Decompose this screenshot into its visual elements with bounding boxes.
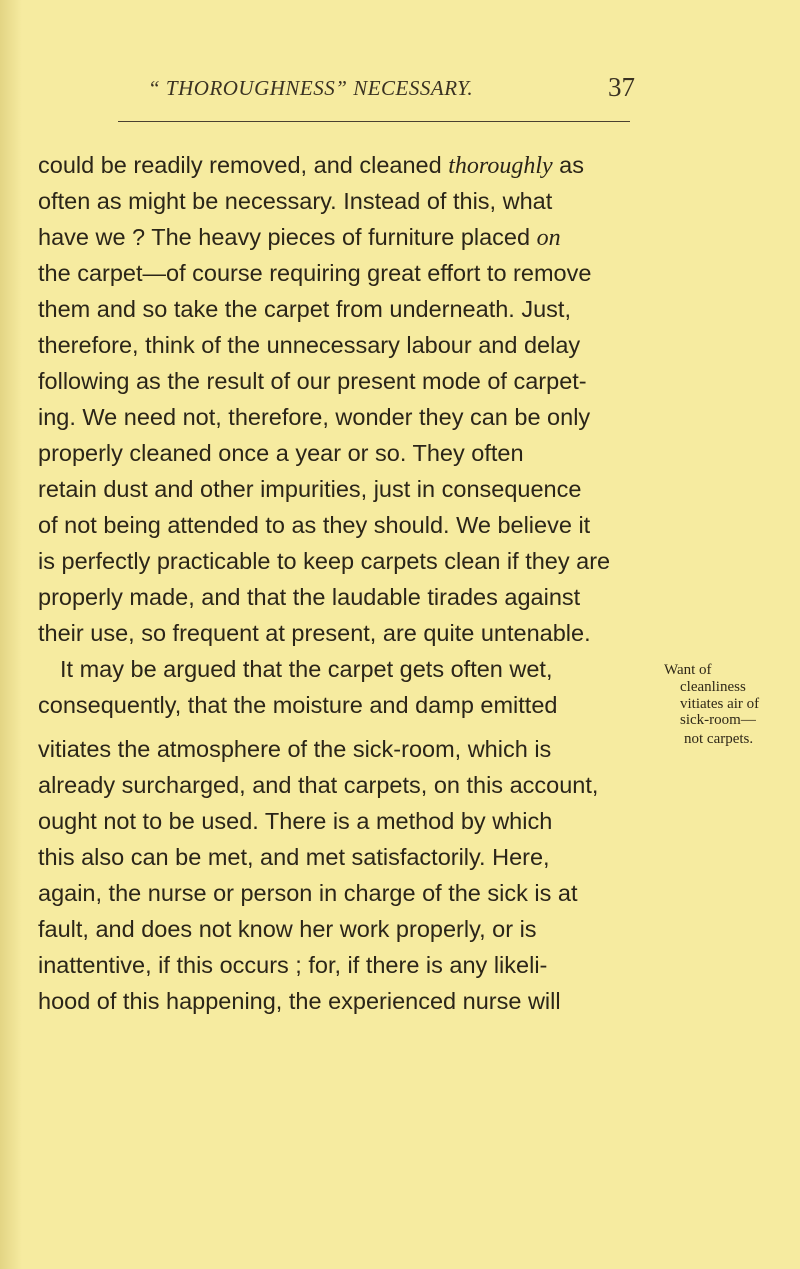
margin-note-line: vitiates air of: [680, 696, 760, 712]
text-line: often as might be necessary. Instead of this, what: [38, 188, 553, 214]
text-line: following as the result of our present mode of carpet-: [38, 368, 587, 394]
text-line: properly cleaned once a year or so. They often: [38, 440, 524, 466]
margin-note-line: sick-room—: [680, 712, 756, 728]
text-line: retain dust and other impurities, just in consequence: [38, 476, 582, 502]
text-line: It may be argued that the carpet gets often wet,: [60, 656, 553, 682]
text-line: again, the nurse or person in charge of the sick is at: [38, 880, 578, 906]
header-rule: [118, 121, 630, 122]
text-line: have we ? The heavy pieces of furniture placed on: [38, 224, 561, 251]
text-line: ought not to be used. There is a method by which: [38, 808, 553, 834]
text-line: already surcharged, and that carpets, on this account,: [38, 772, 599, 798]
text-line: inattentive, if this occurs ; for, if there is any likeli-: [38, 952, 548, 978]
text-line: ing. We need not, therefore, wonder they can be only: [38, 404, 591, 430]
text-line: of not being attended to as they should. We believe it: [38, 512, 591, 538]
margin-note-line: not carpets.: [684, 731, 754, 747]
margin-note-line: Want of: [664, 662, 712, 678]
text-line: properly made, and that the laudable tirades against: [38, 584, 581, 610]
text-line: the carpet—of course requiring great effort to remove: [38, 260, 592, 286]
text-line: therefore, think of the unnecessary labour and delay: [38, 332, 581, 358]
running-head: “ THOROUGHNESS” NECESSARY.: [148, 76, 474, 100]
text-line: fault, and does not know her work properly, or is: [38, 916, 537, 942]
text-line: could be readily removed, and cleaned thoroughly as: [38, 152, 585, 179]
margin-note-line: cleanliness: [680, 679, 746, 695]
text-line: hood of this happening, the experienced nurse will: [38, 988, 561, 1014]
text-line: is perfectly practicable to keep carpets clean if they are: [38, 548, 611, 574]
text-line: vitiates the atmosphere of the sick-room, which is: [38, 736, 552, 762]
page-gutter-shadow: [0, 0, 22, 1269]
page-number: 37: [608, 72, 635, 102]
text-line: consequently, that the moisture and damp emitted: [38, 692, 558, 718]
text-line: this also can be met, and met satisfactorily. Here,: [38, 844, 550, 870]
text-line: them and so take the carpet from underneath. Just,: [38, 296, 571, 322]
text-line: their use, so frequent at present, are quite untenable.: [38, 620, 591, 646]
